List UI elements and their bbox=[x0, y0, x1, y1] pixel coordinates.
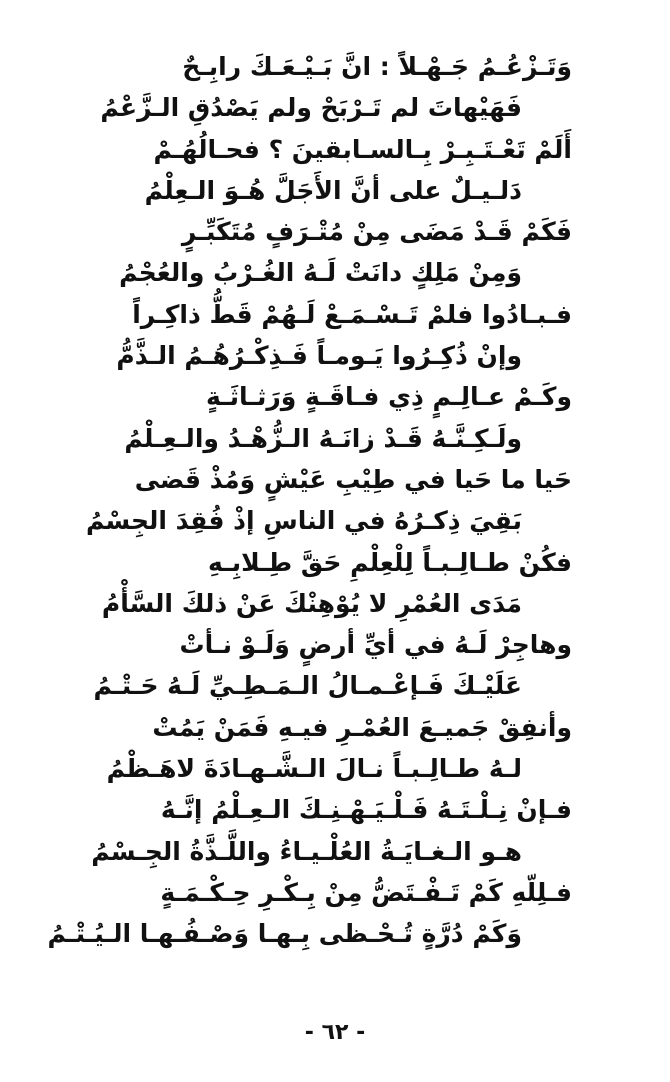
poem-line: دَلـيـلٌ على أنَّ الأَجَلَّ هُـوَ الـعِلْمُ bbox=[144, 175, 522, 205]
poem-line: وهاجِرْ لَـهُ في أيِّ أرضٍ وَلَـوْ نـأتْ bbox=[179, 630, 572, 660]
poem-line: فـبـادُوا فلمْ تَـسْـمَـعْ لَـهُمْ قَطُّ ذاكِـراً bbox=[132, 299, 572, 329]
poem-line: حَيا ما حَيا في طِيْبِ عَيْشٍ وَمُذْ قَضى bbox=[134, 464, 572, 494]
poem-line: وَمِنْ مَلِكٍ دانَتْ لَـهُ الغُـرْبُ والعُجْمُ bbox=[119, 258, 522, 288]
poem-line: هـو الـغـايَـةُ العُلْـيـاءُ واللَّـذَّةُ الجِـسْمُ bbox=[91, 836, 522, 866]
poem-line: فكُنْ طـالِـبـاً لِلْعِلْمِ حَقَّ طِـلابِـهِ bbox=[207, 547, 572, 577]
poem-line: عَلَيْـكَ فَـإعْـمـالُ الـمَـطِـيِّ لَـهُ حَـتْـمُ bbox=[93, 671, 522, 701]
poem-line: وإنْ ذُكِـرُوا يَـومـاً فَـذِكْـرُهُـمُ الـذَّمُّ bbox=[116, 341, 522, 371]
poem-line: فَكَمْ قَـدْ مَضَى مِنْ مُتْـرَفٍ مُتَكَبِّـرٍ bbox=[181, 217, 572, 247]
poem-line: فـإنْ نِـلْـتَـهُ فَـلْـيَـهْـنِـكَ الـعِـلْمُ إنَّـهُ bbox=[160, 795, 572, 825]
poem-line: فَهَيْهاتَ لم تَـرْبَحْ ولم يَصْدُقِ الـزَّعْمُ bbox=[100, 93, 522, 123]
poem-line: مَدَى العُمْرِ لا يُوْهِنْكَ عَنْ ذلكَ السَّأْمُ bbox=[101, 588, 522, 618]
poem-line: وَتَـزْعُـمُ جَـهْـلاً : انَّ بَـيْـعَـكَ رابِـحٌ bbox=[182, 52, 572, 81]
poem-line: بَقِيَ ذِكـرُهُ في الناسِ إذْ فُقِدَ الجِسْمُ bbox=[85, 506, 522, 536]
poem-line: وَكَمْ دُرَّةٍ تُـحْـظى بِـهـا وَصْـفُـهـا الـيُـتْـمُ bbox=[47, 919, 522, 949]
poem-line: فـلِلّهِ كَمْ تَـفْـتَضُّ مِنْ بِـكْـرِ حِـكْـمَـةٍ bbox=[160, 877, 572, 907]
poem-line: أَلَمْ تَعْـتَـبِـرْ بِـالسـابقينَ ؟ فحـالُهُـمْ bbox=[153, 134, 572, 164]
poem-line: لـهُ طـالِـبـاً نـالَ الـشَّـهـادَةَ لاهَـظْمُ bbox=[106, 754, 522, 784]
poem-line: وأنفِقْ جَميـعَ العُمْـرِ فيـهِ فَمَنْ يَمُتْ bbox=[152, 712, 572, 742]
poem-body bbox=[40, 52, 600, 961]
poem-line: وكَـمْ عـالِـمٍ ذِي فـاقَـةٍ وَرَثـاثَـةٍ bbox=[205, 382, 572, 412]
page-number: - ٦٢ - bbox=[304, 1020, 366, 1045]
poem-line: ولَـكِـنَّـهُ قَـدْ زانَـهُ الـزُّهْـدُ والـعِـلْمُ bbox=[124, 423, 522, 453]
